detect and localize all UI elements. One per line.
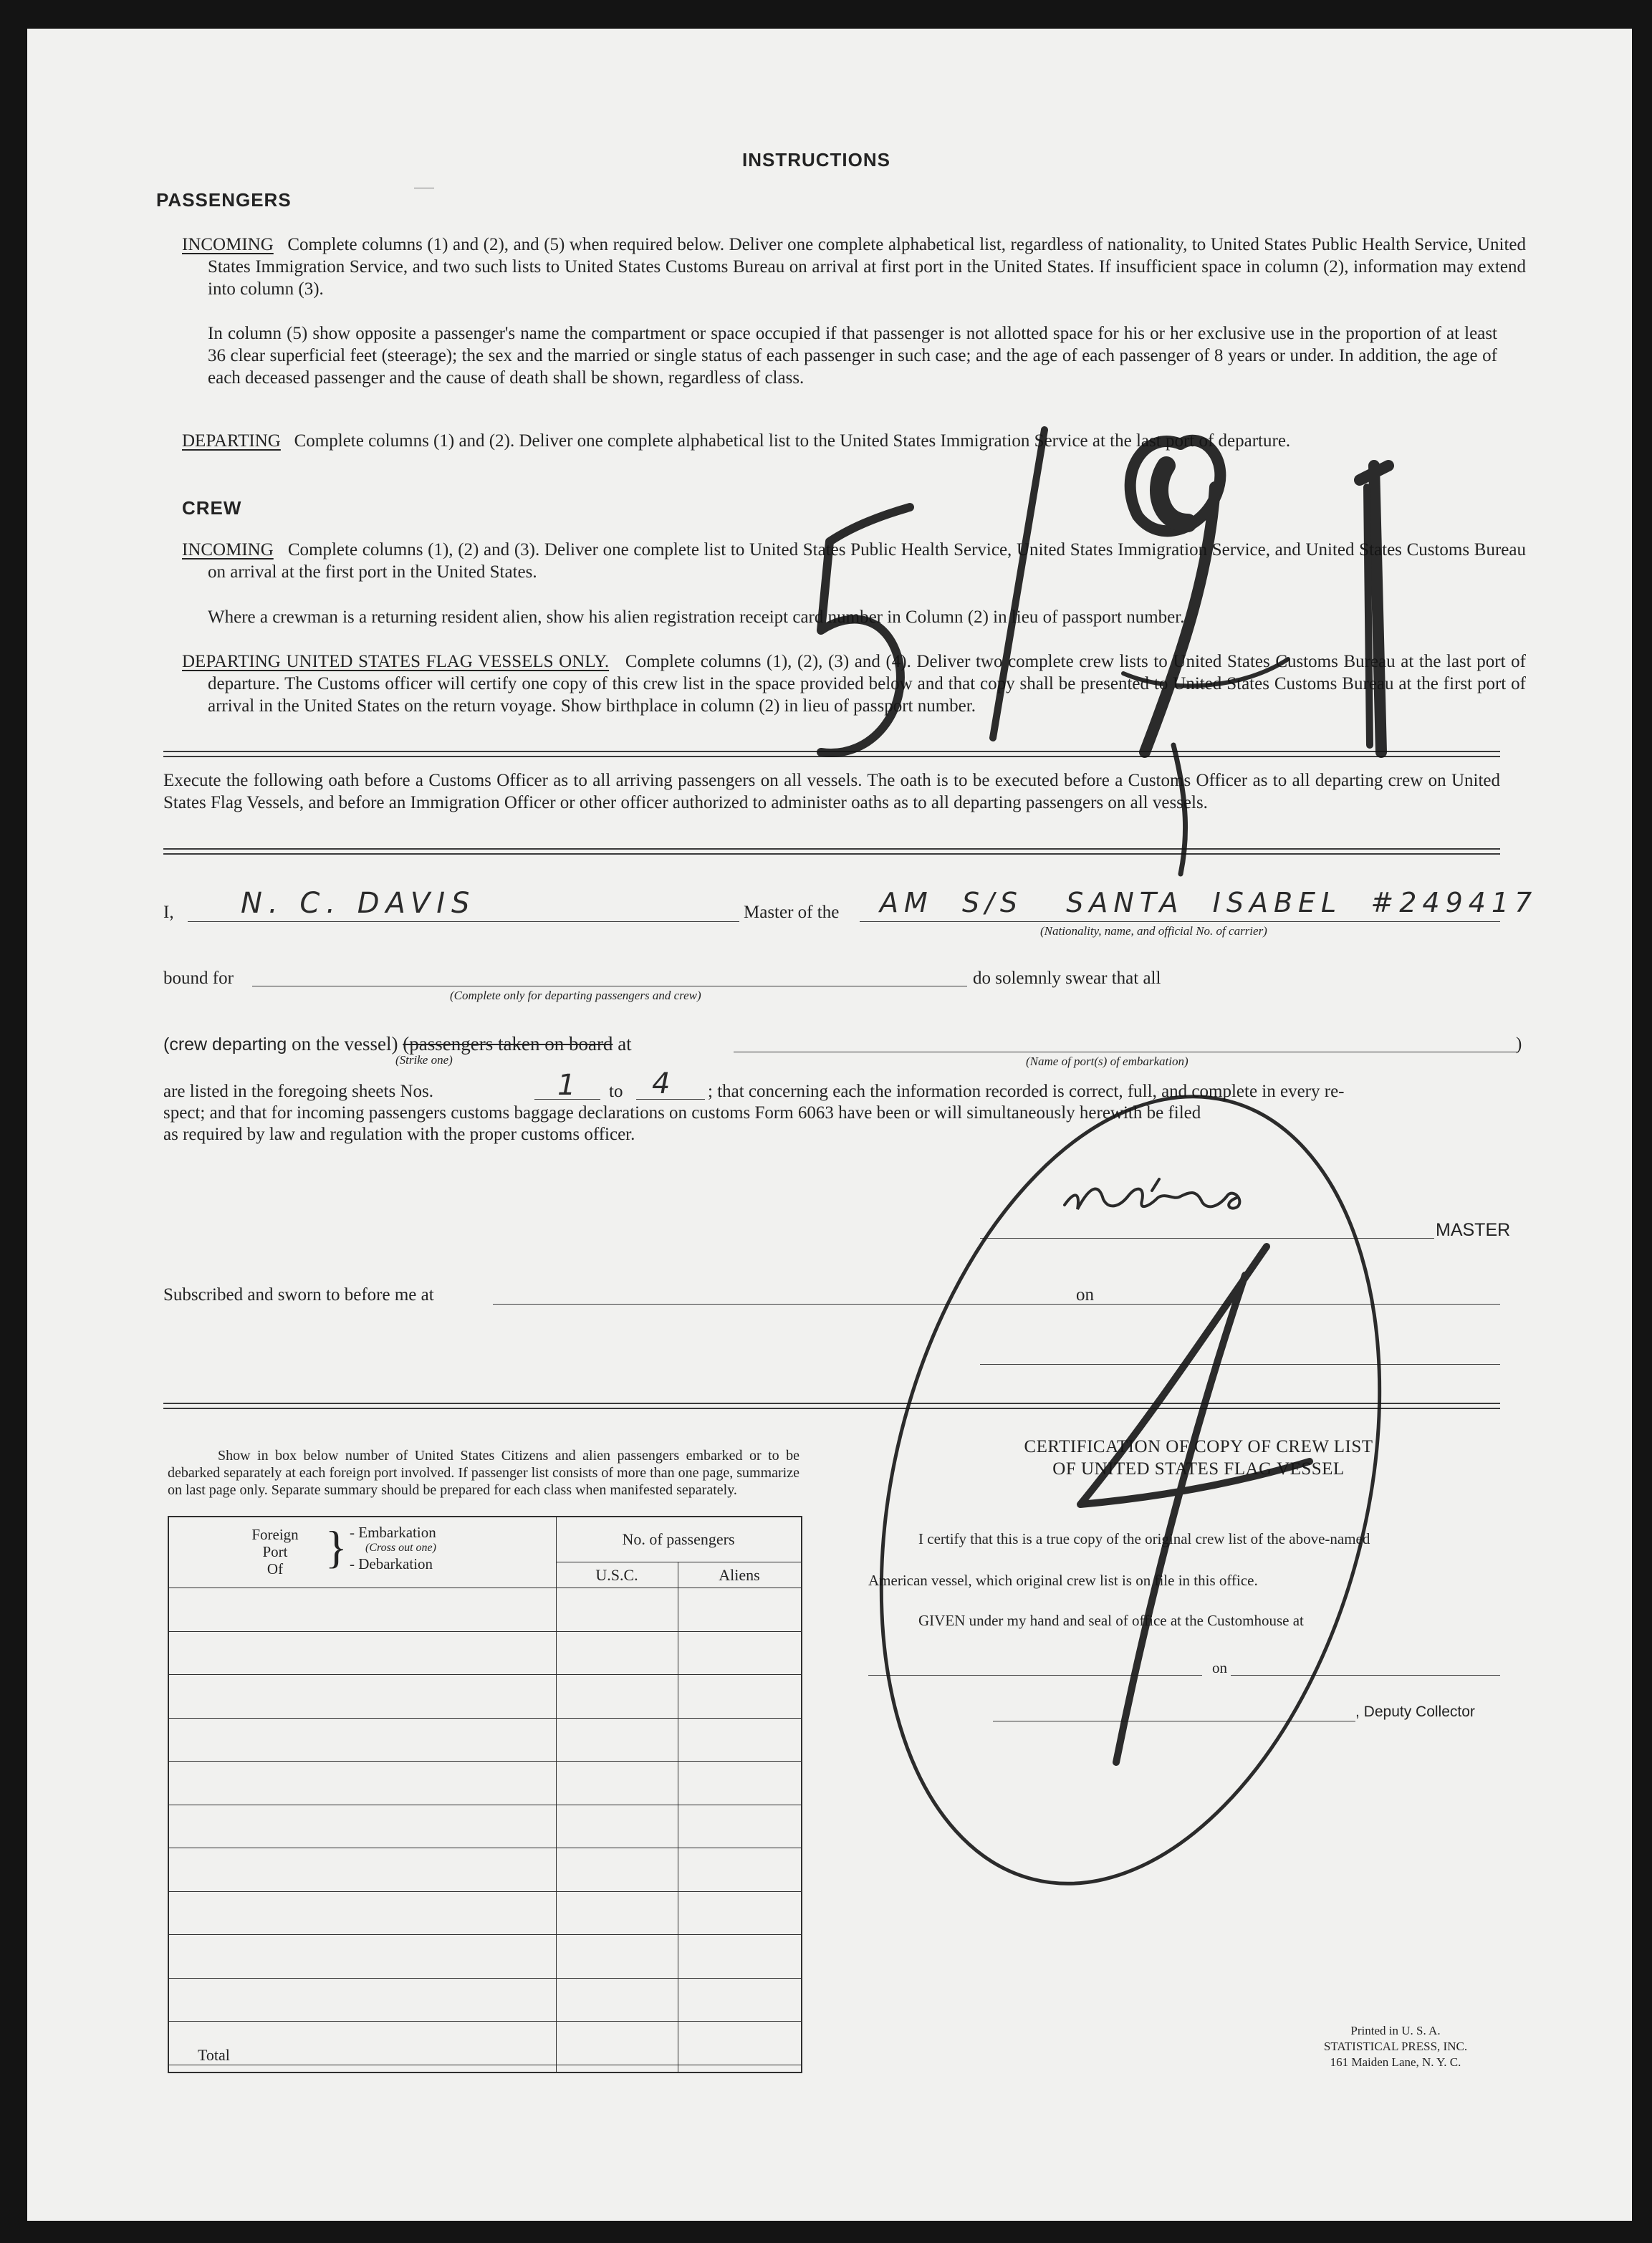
no-of-passengers-header: No. of passengers	[622, 1530, 735, 1548]
footer-line3: 161 Maiden Lane, N. Y. C.	[1330, 2055, 1461, 2069]
vessel-field[interactable]: AM S/S SANTA ISABEL #249417	[880, 887, 1538, 918]
certification-title-line1: CERTIFICATION OF COPY OF CREW LIST	[1024, 1437, 1373, 1456]
passengers-departing-label: DEPARTING	[182, 431, 281, 451]
passengers-heading: PASSENGERS	[156, 189, 292, 211]
brace-icon: }	[325, 1522, 347, 1572]
crew-departing-text: (crew departing	[163, 1034, 287, 1055]
total-label: Total	[198, 2046, 230, 2064]
passengers-incoming-text: Complete columns (1) and (2), and (5) when required below. Deliver one complete alphabetical list, regardless of nationality, to United States Public Health Service, United States Immigration Service, and two such lists to United States Customs Bureau on arrival at first port in the United States. If insufficient space in column (2), information may extend into column (3).	[208, 235, 1527, 299]
passengers-struck-text: (passengers taken on board	[403, 1033, 613, 1055]
bound-for-label: bound for	[163, 969, 234, 988]
sheet-to-field[interactable]: 4	[652, 1067, 677, 1100]
usc-header: U.S.C.	[595, 1566, 638, 1584]
deputy-collector-label: , Deputy Collector	[1355, 1704, 1475, 1720]
footer-line1: Printed in U. S. A.	[1350, 2024, 1441, 2037]
certify-line1: I certify that this is a true copy of the original crew list of the above-named	[918, 1530, 1370, 1547]
at-label: at	[618, 1033, 632, 1055]
crew-departing-text: Complete columns (1), (2), (3) and (4). Deliver two complete crew lists to United States Customs Bureau at the last port of departure. The Customs officer will certify one copy of this crew list in the space provided below and that copy shall be presented to United States Customs Bureau at the first port of arrival in the United States on the return voyage. Show birthplace in column (2) in lieu of passport number.	[208, 652, 1527, 716]
mark-nine	[1130, 441, 1221, 752]
i-label: I,	[163, 903, 174, 922]
to-label: to	[609, 1082, 623, 1101]
passengers-incoming-label: INCOMING	[182, 235, 274, 254]
summary-instructions: Show in box below number of United States Citizens and alien passengers embarked or to be debarked separately at each foreign port involved. If passenger list consists of more than one page, summarize on last page only. Separate summary should be prepared for each class when manifested separately.	[168, 1448, 799, 1498]
col-foreign-port-line: Of	[266, 1560, 284, 1577]
sheet-from-field[interactable]: 1	[557, 1069, 582, 1102]
master-name-field[interactable]: N. C. DAVIS	[241, 887, 476, 920]
document-page	[27, 29, 1632, 2221]
listed-suffix: ; that concerning each the information recorded is correct, full, and complete in every re-	[708, 1082, 1345, 1101]
crew-incoming-label: INCOMING	[182, 540, 274, 559]
subscribed-on-label: on	[1076, 1285, 1094, 1305]
col-foreign-port-line: Foreign	[251, 1526, 299, 1543]
certification-on-label: on	[1212, 1659, 1227, 1676]
passengers-departing-text: Complete columns (1) and (2). Deliver one complete alphabetical list to the United States Immigration Service at the last port of departure.	[294, 431, 1291, 451]
bound-for-caption: (Complete only for departing passengers and crew)	[450, 989, 701, 1002]
embarkation-label: - Embarkation	[350, 1524, 436, 1541]
handwritten-marks	[27, 29, 1632, 2221]
crew-departing-label: DEPARTING UNITED STATES FLAG VESSELS ONLY.	[182, 652, 610, 671]
mark-four	[1080, 1247, 1310, 1762]
mark-circle	[804, 1044, 1456, 1936]
given-text: GIVEN under my hand and seal of office at the Customhouse at	[918, 1612, 1304, 1629]
crew-heading: CREW	[182, 497, 242, 519]
master-label: MASTER	[1436, 1220, 1511, 1240]
certification-title-line2: OF UNITED STATES FLAG VESSEL	[1052, 1459, 1345, 1479]
aliens-header: Aliens	[719, 1566, 760, 1584]
listed-line2: spect; and that for incoming passengers customs baggage declarations on customs Form 6063 have been or will simultaneously herewith be filed	[163, 1103, 1201, 1123]
column5-paragraph: In column (5) show opposite a passenger's name the compartment or space occupied if that passenger is not allotted space for his or her exclusive use in the proportion of at least 36 clear superficial feet (steerage); the sex and the married or single status of each passenger in such case; and the age of each passenger of 8 years or under. In addition, the age of each deceased passenger and the cause of death shall be shown, regardless of class.	[208, 324, 1497, 388]
crewman-paragraph: Where a crewman is a returning resident alien, show his alien registration receipt card number in Column (2) in lieu of passport number.	[208, 607, 1185, 627]
crew-incoming-text: Complete columns (1), (2) and (3). Deliver one complete list to United States Public Health Service, United States Immigration Service, and United States Customs Bureau on arrival at the first port in the United States.	[208, 540, 1526, 582]
col-foreign-port-line: Port	[262, 1543, 288, 1560]
close-paren: )	[1516, 1034, 1522, 1054]
master-of-label: Master of the	[744, 903, 840, 922]
debarkation-label: - Debarkation	[350, 1555, 433, 1572]
cross-out-label: (Cross out one)	[365, 1542, 436, 1554]
strike-caption: (Strike one)	[395, 1053, 453, 1067]
mark-slash	[993, 430, 1044, 738]
mark-five	[821, 507, 910, 753]
swear-label: do solemnly swear that all	[973, 969, 1161, 988]
vessel-caption: (Nationality, name, and official No. of carrier)	[1040, 924, 1267, 938]
listed-line3: as required by law and regulation with the proper customs officer.	[163, 1125, 635, 1144]
certify-line2: American vessel, which original crew list is on file in this office.	[868, 1572, 1258, 1589]
listed-prefix: are listed in the foregoing sheets Nos.	[163, 1082, 433, 1101]
oath-intro: Execute the following oath before a Customs Officer as to all arriving passengers on all vessels. The oath is to be executed before a Customs Officer as to all departing crew on United States Flag Vessels, and before an Immigration Officer or other officer authorized to administer oaths as to all departing passengers on all vessels.	[163, 771, 1500, 812]
ports-caption: (Name of port(s) of embarkation)	[1026, 1055, 1188, 1068]
footer-line2: STATISTICAL PRESS, INC.	[1323, 2040, 1468, 2053]
on-the-vessel-text: on the vessel)	[292, 1033, 398, 1055]
instructions-title: INSTRUCTIONS	[742, 149, 890, 170]
subscribed-label: Subscribed and sworn to before me at	[163, 1285, 434, 1305]
